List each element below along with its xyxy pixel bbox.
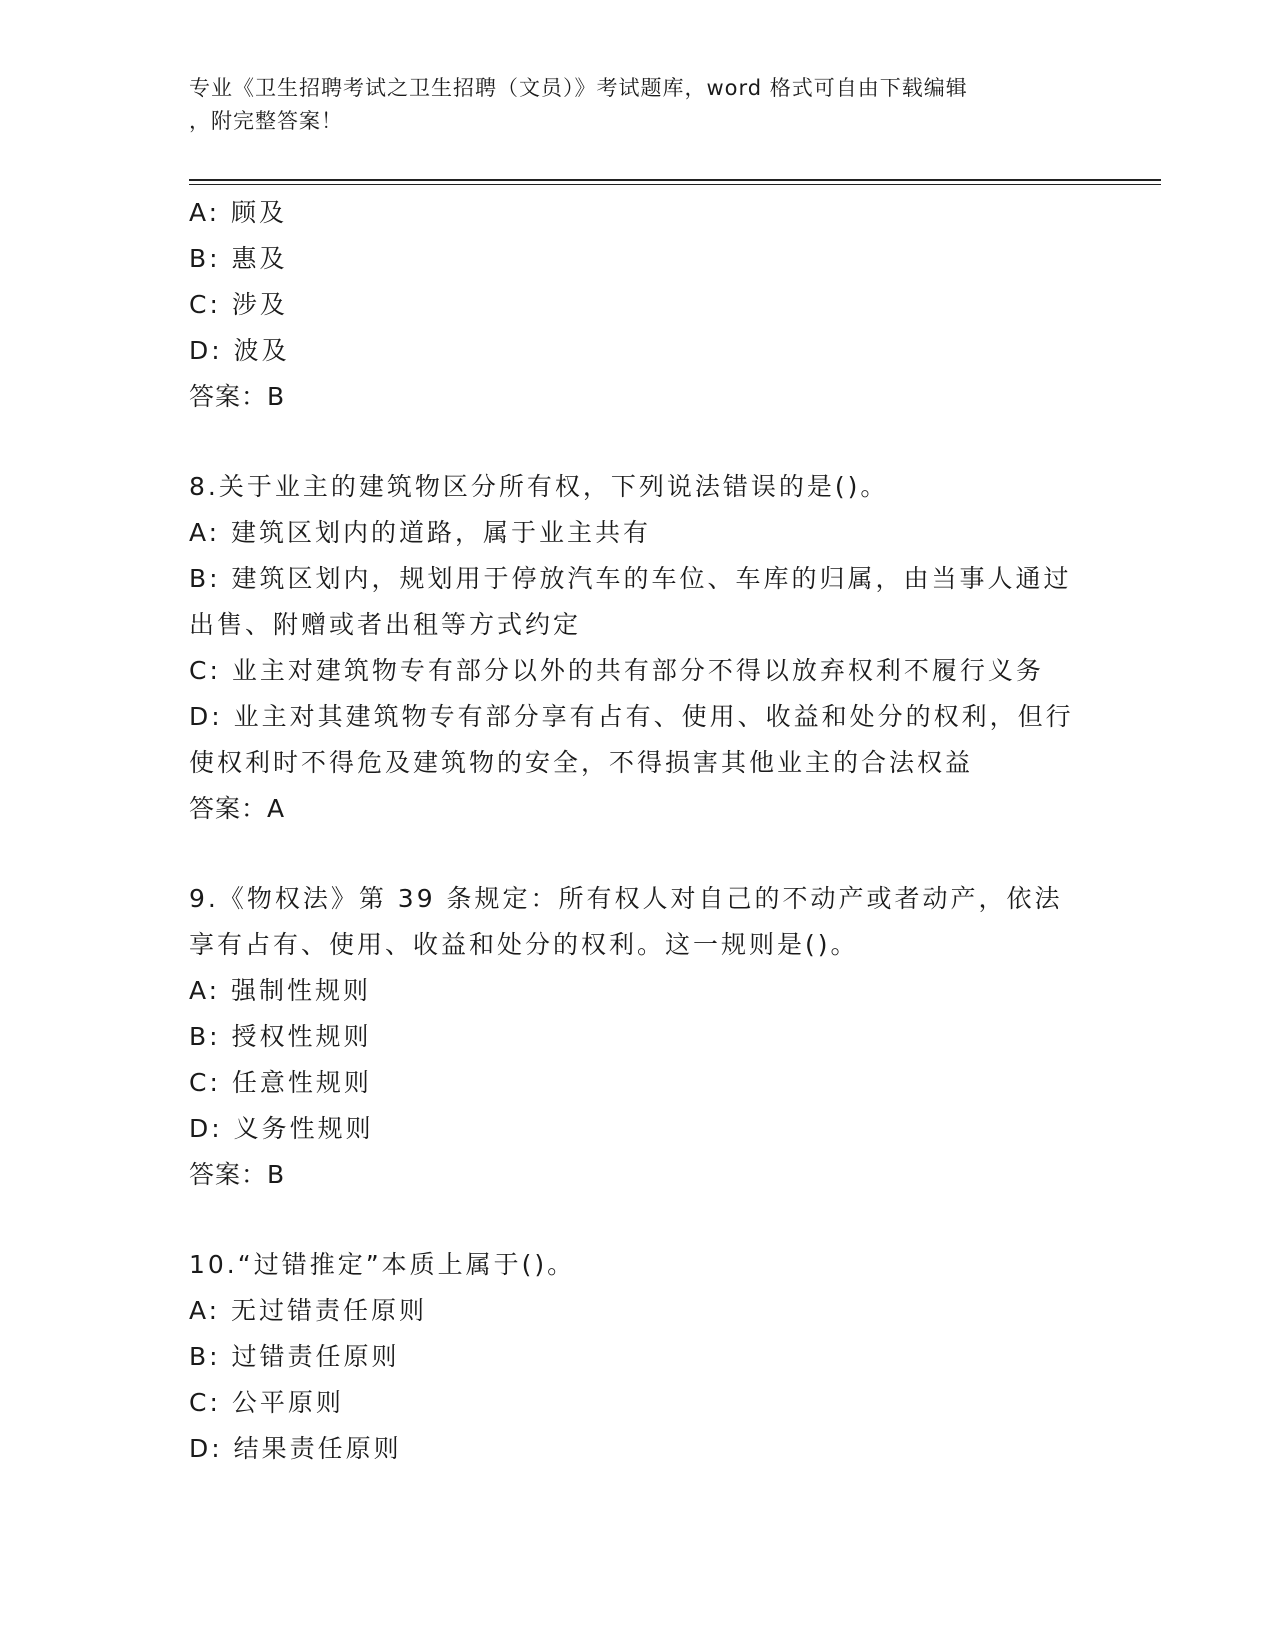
option-c: C: 任意性规则 [189, 1068, 372, 1097]
question-list [189, 190, 1089, 1472]
page-header [189, 72, 1069, 138]
spacer [189, 420, 1089, 464]
option-b: B: 建筑区划内，规划用于停放汽车的车位、车库的归属，由当事人通过出售、附赠或者出租等方式约定 [189, 564, 1072, 639]
option-d: D: 义务性规则 [189, 1114, 374, 1143]
option-b: B: 授权性规则 [189, 1022, 372, 1051]
answer-line: 答案：A [189, 794, 286, 823]
question-stem: 9.《物权法》第 39 条规定：所有权人对自己的不动产或者动产，依法享有占有、使用、收益和处分的权利。这一规则是()。 [189, 884, 1063, 959]
option-d: D: 波及 [189, 336, 290, 365]
question-stem: 10.“过错推定”本质上属于()。 [189, 1250, 576, 1279]
option-c: C: 涉及 [189, 290, 288, 319]
option-a: A: 强制性规则 [189, 976, 372, 1005]
question-8 [189, 464, 1089, 832]
option-a: A: 建筑区划内的道路，属于业主共有 [189, 518, 652, 547]
spacer [189, 1198, 1089, 1242]
question-10 [189, 1242, 1089, 1472]
question-9 [189, 876, 1089, 1198]
option-a: A: 无过错责任原则 [189, 1296, 428, 1325]
option-d: D: 业主对其建筑物专有部分享有占有、使用、收益和处分的权利，但行使权利时不得危及建筑物的安全，不得损害其他业主的合法权益 [189, 702, 1074, 777]
option-b: B: 惠及 [189, 244, 288, 273]
header-divider-thick [189, 179, 1161, 181]
answer-line: 答案：B [189, 382, 286, 411]
option-c: C: 业主对建筑物专有部分以外的共有部分不得以放弃权利不履行义务 [189, 656, 1044, 685]
option-c: C: 公平原则 [189, 1388, 344, 1417]
option-b: B: 过错责任原则 [189, 1342, 400, 1371]
question-7-continued [189, 190, 1089, 420]
header-title-line-1: 专业《卫生招聘考试之卫生招聘（文员）》考试题库，word 格式可自由下载编辑 [189, 76, 968, 100]
header-divider-thin [189, 184, 1161, 185]
question-stem: 8.关于业主的建筑物区分所有权，下列说法错误的是()。 [189, 472, 889, 501]
option-a: A: 顾及 [189, 198, 288, 227]
option-d: D: 结果责任原则 [189, 1434, 402, 1463]
spacer [189, 832, 1089, 876]
header-title-line-2: ，附完整答案！ [189, 109, 343, 133]
answer-line: 答案：B [189, 1160, 286, 1189]
